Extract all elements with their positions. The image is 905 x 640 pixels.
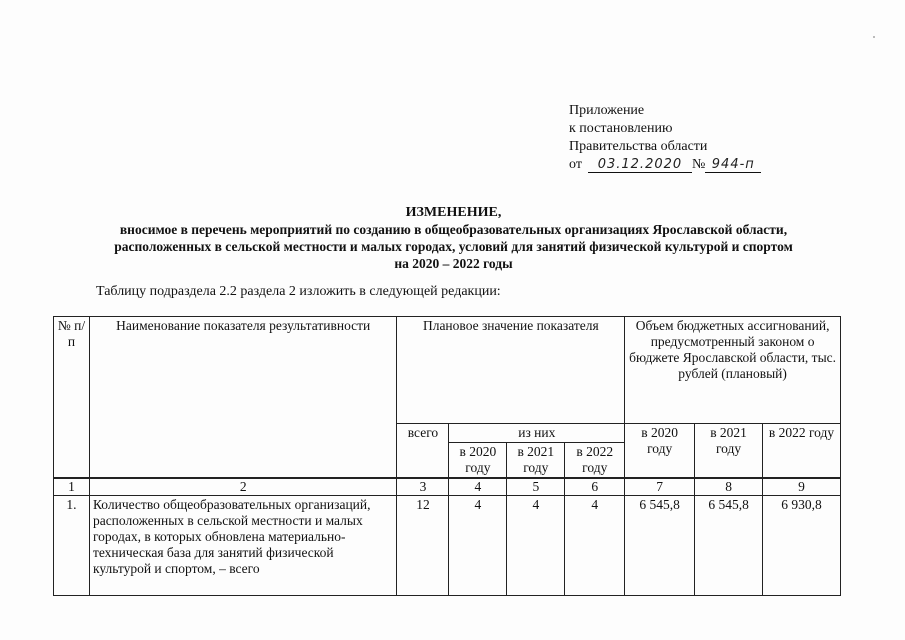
appendix-line-1: Приложение xyxy=(569,103,645,118)
appendix-line-2: к постановлению xyxy=(569,121,673,136)
row-total: 12 xyxy=(397,496,449,596)
header-budget-2022: в 2022 году xyxy=(763,424,841,479)
appendix-block xyxy=(569,102,761,174)
header-num: № п/п xyxy=(54,317,90,479)
column-number-row xyxy=(54,478,841,496)
header-of-them: из них xyxy=(449,424,625,443)
row-num: 1. xyxy=(54,496,90,596)
appendix-line-3: Правительства области xyxy=(569,139,708,154)
header-budget-2020: в 2020 году xyxy=(625,424,695,479)
header-budget: Объем бюджетных ассигнований, предусмотренный законом о бюджете Ярославской области, тыс. рублей (плановый) xyxy=(625,317,841,424)
row-plan-2020: 4 xyxy=(449,496,507,596)
table-row xyxy=(54,496,841,596)
column-number: 9 xyxy=(763,478,841,496)
row-budget-2022: 6 930,8 xyxy=(763,496,841,596)
scan-speck xyxy=(873,36,875,38)
appendix-date-line xyxy=(569,156,761,174)
header-plan: Плановое значение показателя xyxy=(397,317,625,424)
number-label: № xyxy=(691,157,706,172)
header-plan-2021: в 2021 году xyxy=(507,443,565,479)
column-number: 1 xyxy=(54,478,90,496)
title-line-2: расположенных в сельской местности и малых городах, условий для занятий физической культурой и спортом xyxy=(114,239,793,254)
column-number: 5 xyxy=(507,478,565,496)
column-number: 2 xyxy=(89,478,397,496)
indicators-table xyxy=(53,316,841,596)
row-plan-2022: 4 xyxy=(565,496,625,596)
handwritten-number: 944-п xyxy=(705,158,761,173)
header-plan-2022: в 2022 году xyxy=(565,443,625,479)
header-name: Наименование показателя результативности xyxy=(89,317,397,479)
row-budget-2021: 6 545,8 xyxy=(695,496,763,596)
intro-text: Таблицу подраздела 2.2 раздела 2 изложить в следующей редакции: xyxy=(96,284,501,299)
row-name: Количество общеобразовательных организаций, расположенных в сельской местности и малых городах, в которых обновлена материально-техническая база для занятий физической культурой и спортом, – всего xyxy=(89,496,397,596)
document-title xyxy=(40,204,867,272)
title-heading: ИЗМЕНЕНИЕ, xyxy=(405,205,502,220)
header-budget-2021: в 2021 году xyxy=(695,424,763,479)
handwritten-date: 03.12.2020 xyxy=(588,158,692,173)
column-number: 7 xyxy=(625,478,695,496)
header-plan-2020: в 2020 году xyxy=(449,443,507,479)
title-line-3: на 2020 – 2022 годы xyxy=(394,256,513,271)
column-number: 4 xyxy=(449,478,507,496)
from-label: от xyxy=(569,157,582,172)
row-plan-2021: 4 xyxy=(507,496,565,596)
column-number: 3 xyxy=(397,478,449,496)
row-budget-2020: 6 545,8 xyxy=(625,496,695,596)
column-number: 8 xyxy=(695,478,763,496)
title-line-1: вносимое в перечень мероприятий по созданию в общеобразовательных организациях Ярославской области, xyxy=(119,222,788,237)
header-total: всего xyxy=(397,424,449,479)
column-number: 6 xyxy=(565,478,625,496)
